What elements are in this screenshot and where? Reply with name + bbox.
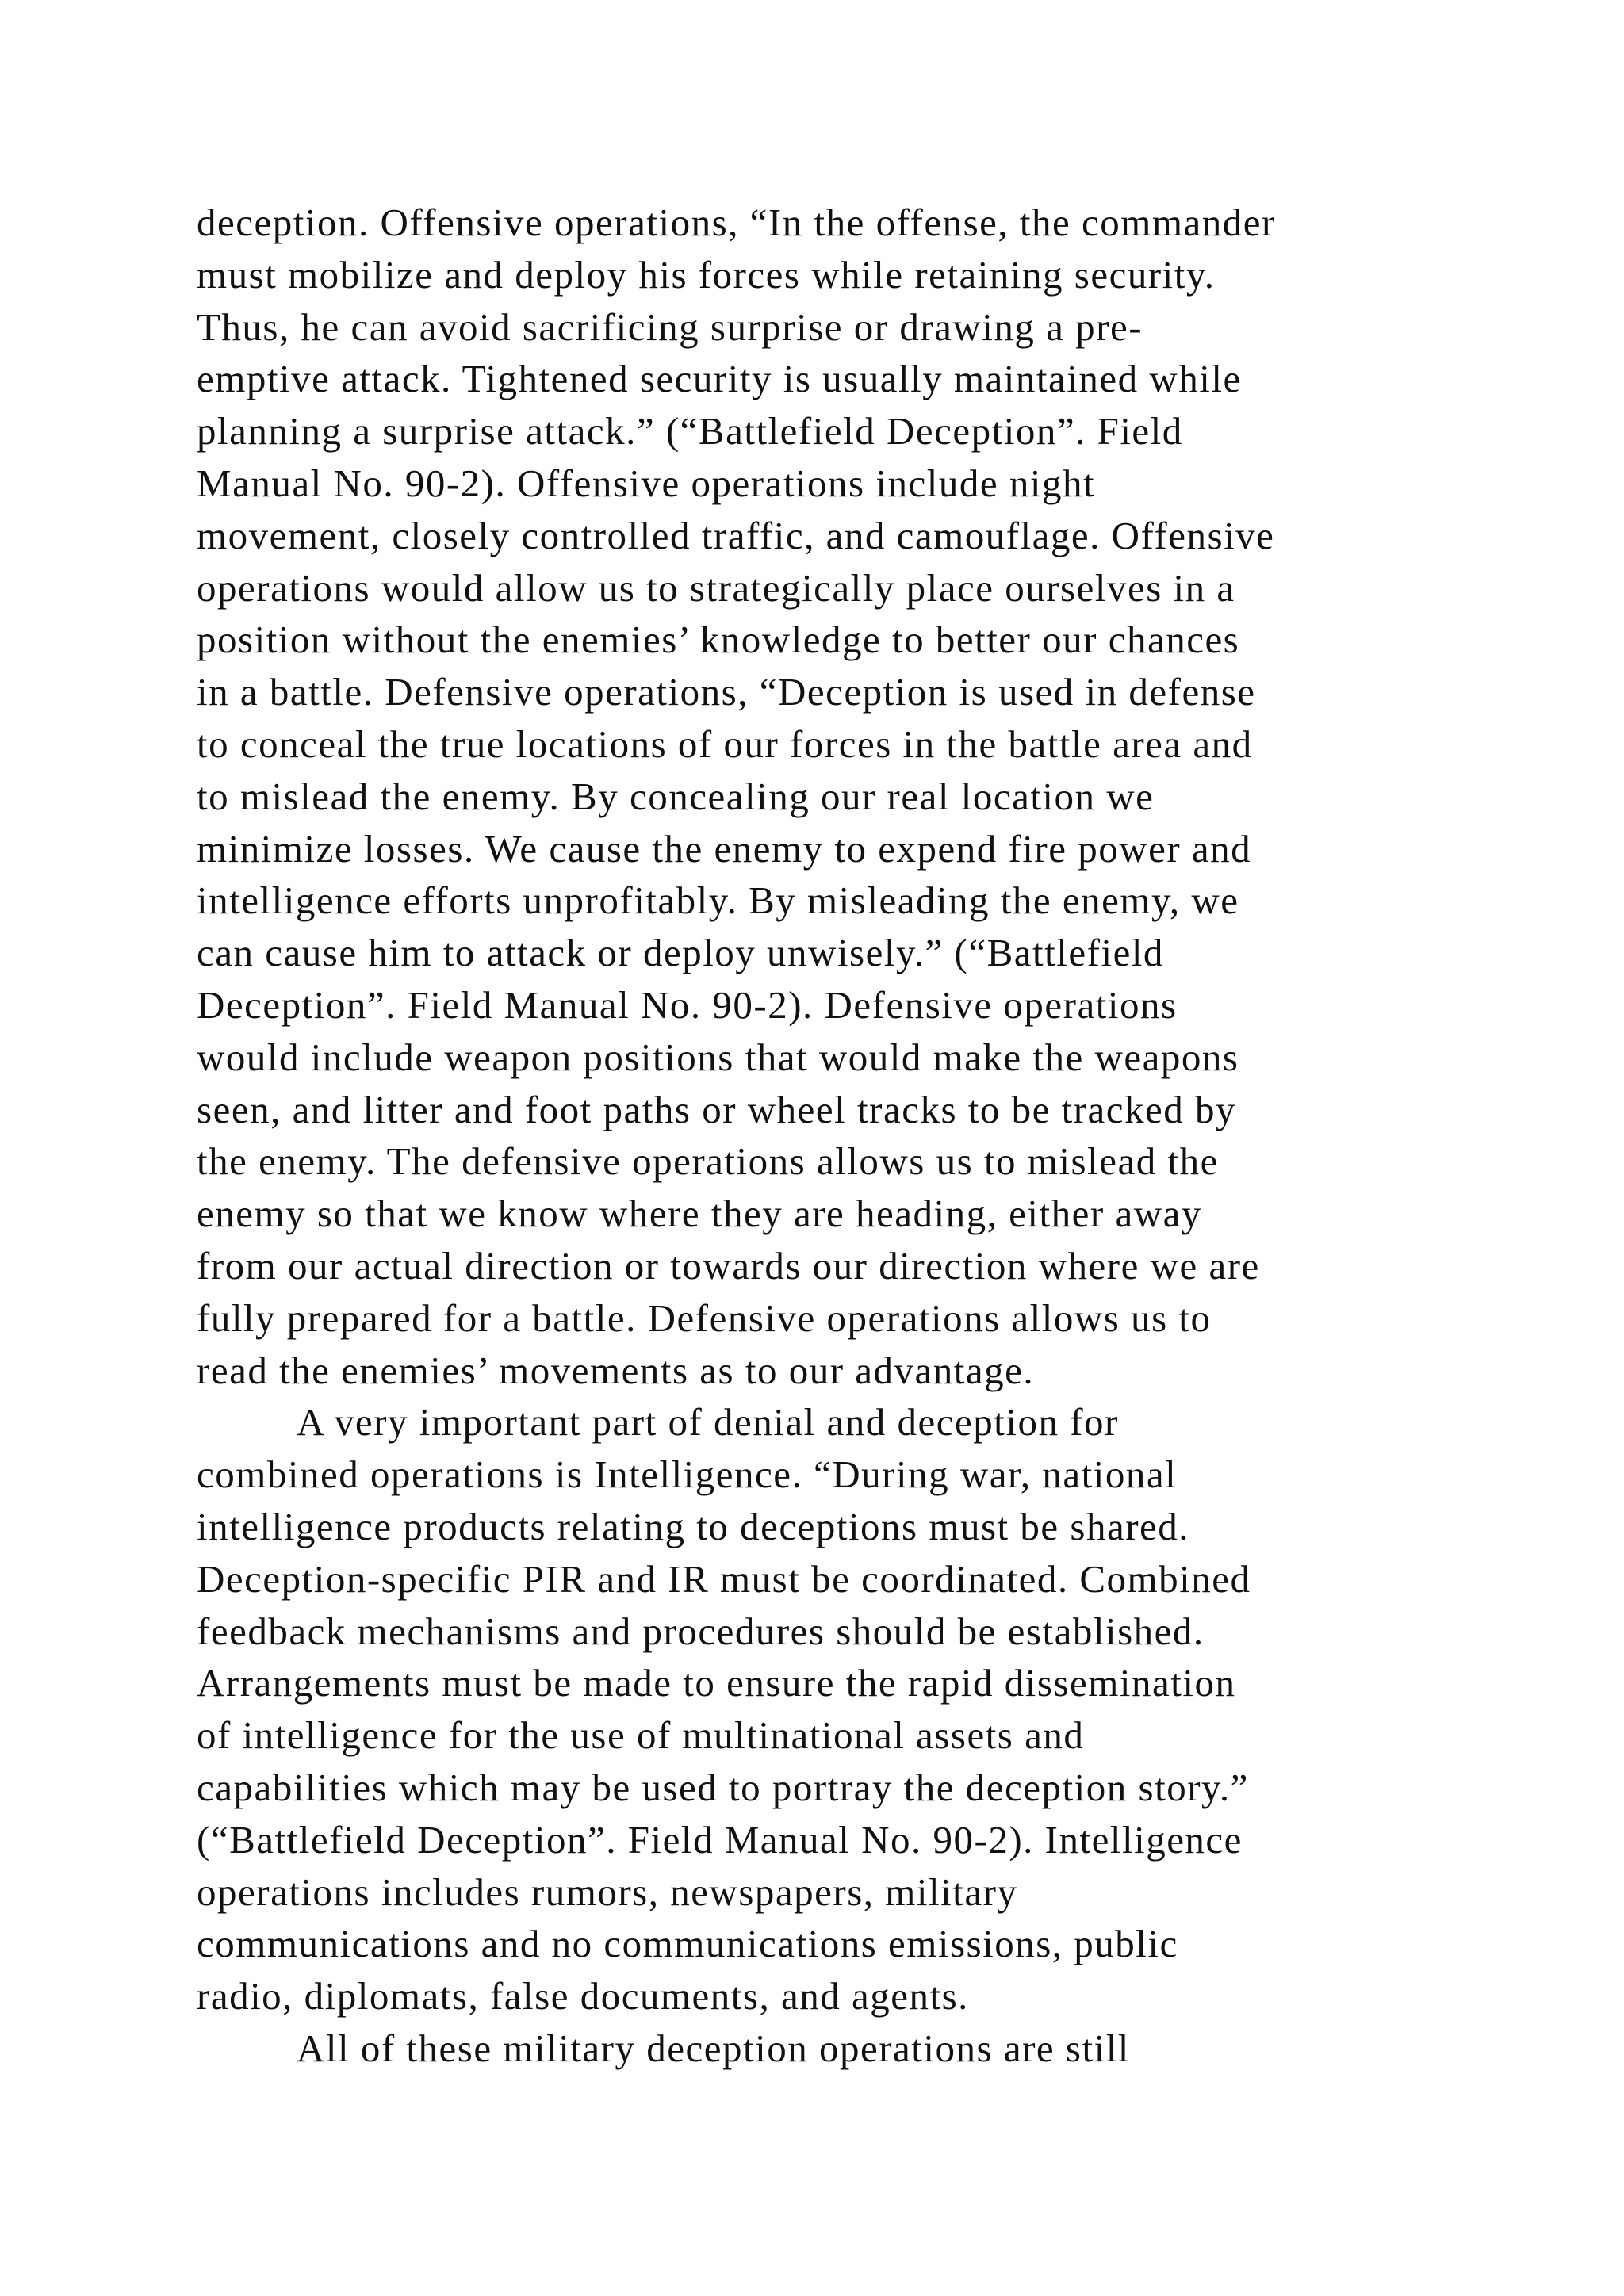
- text-line: operations would allow us to strategically place ourselves in a: [197, 565, 1235, 610]
- text-line: of intelligence for the use of multinational assets and: [197, 1713, 1085, 1758]
- text-line: Arrangements must be made to ensure the rapid dissemination: [197, 1661, 1236, 1705]
- body-text: [197, 197, 1513, 2075]
- text-line: radio, diplomats, false documents, and agents.: [197, 1974, 969, 2019]
- text-line: deception. Offensive operations, “In the offense, the commander: [197, 201, 1276, 244]
- text-line: to conceal the true locations of our forces in the battle area and: [197, 721, 1253, 766]
- text-line: would include weapon positions that would make the weapons: [197, 1035, 1239, 1079]
- text-line: position without the enemies’ knowledge to better our chances: [197, 618, 1240, 662]
- text-line: combined operations is Intelligence. “During war, national: [197, 1452, 1178, 1497]
- text-line: communications and no communications emissions, public: [197, 1922, 1178, 1966]
- text-line: intelligence products relating to deceptions must be shared.: [197, 1504, 1190, 1548]
- text-line: planning a surprise attack.” (“Battlefield Deception”. Field: [197, 409, 1183, 453]
- text-line: can cause him to attack or deploy unwisely.” (“Battlefield: [197, 931, 1164, 975]
- paragraph-first-line: All of these military deception operations are still: [297, 2026, 1130, 2070]
- text-line: Deception-specific PIR and IR must be coordinated. Combined: [197, 1556, 1251, 1601]
- text-line: intelligence efforts unprofitably. By misleading the enemy, we: [197, 878, 1239, 923]
- text-line: fully prepared for a battle. Defensive operations allows us to: [197, 1295, 1212, 1340]
- text-line: movement, closely controlled traffic, and camouflage. Offensive: [197, 513, 1275, 557]
- text-line: from our actual direction or towards our direction where we are: [197, 1243, 1260, 1288]
- text-line: read the enemies’ movements as to our advantage.: [197, 1348, 1035, 1392]
- text-line: Deception”. Field Manual No. 90-2). Defensive operations: [197, 982, 1178, 1027]
- text-line: Manual No. 90-2). Offensive operations include night: [197, 461, 1096, 505]
- text-line: Thus, he can avoid sacrificing surprise or drawing a pre-: [197, 304, 1143, 349]
- text-line: operations includes rumors, newspapers, military: [197, 1869, 1018, 1914]
- text-line: seen, and litter and foot paths or wheel tracks to be tracked by: [197, 1087, 1237, 1131]
- text-line: enemy so that we know where they are heading, either away: [197, 1192, 1202, 1236]
- text-line: must mobilize and deploy his forces while retaining security.: [197, 252, 1216, 297]
- text-line: capabilities which may be used to portray the deception story.”: [197, 1765, 1249, 1809]
- text-line: in a battle. Defensive operations, “Deception is used in defense: [197, 670, 1256, 714]
- text-line: (“Battlefield Deception”. Field Manual No. 90-2). Intelligence: [197, 1817, 1243, 1862]
- text-line: feedback mechanisms and procedures should be established.: [197, 1609, 1205, 1653]
- paragraph-first-line: A very important part of denial and deception for: [297, 1400, 1119, 1445]
- text-line: minimize losses. We cause the enemy to expend fire power and: [197, 826, 1252, 871]
- text-line: emptive attack. Tightened security is usually maintained while: [197, 357, 1242, 401]
- text-line: the enemy. The defensive operations allows us to mislead the: [197, 1139, 1219, 1184]
- text-line: to mislead the enemy. By concealing our real location we: [197, 774, 1155, 818]
